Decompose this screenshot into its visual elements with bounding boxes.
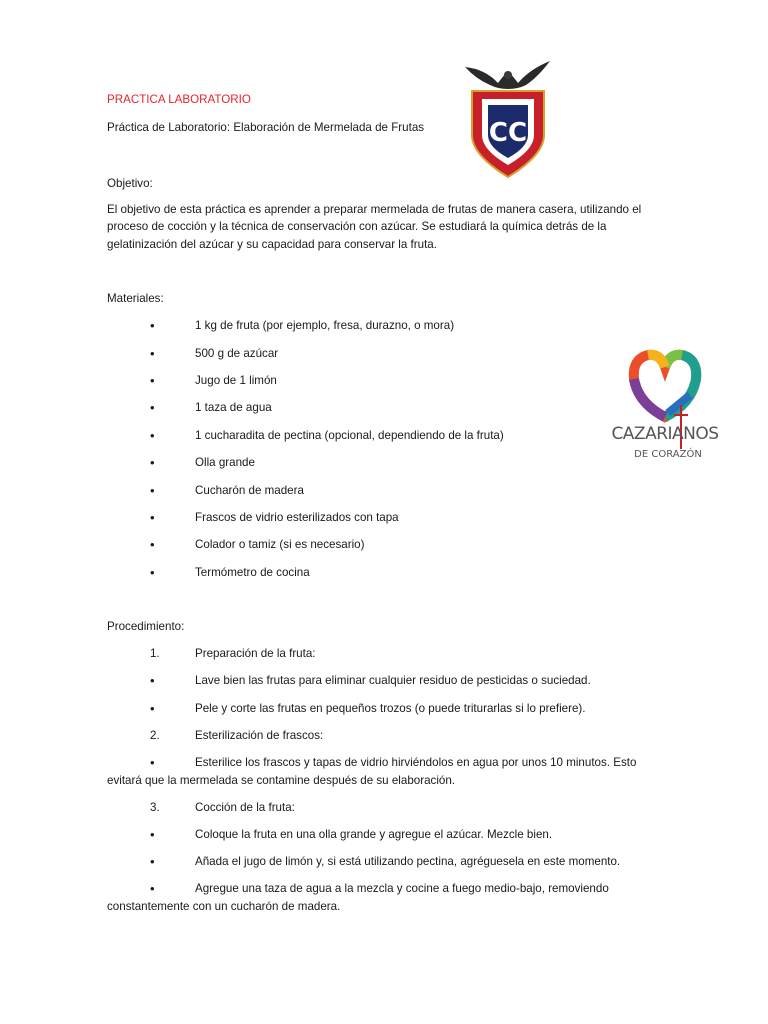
step-number: 1.: [150, 647, 160, 660]
bullet: •: [150, 565, 155, 580]
material-item: Frascos de vidrio esterilizados con tapa: [195, 511, 399, 524]
material-item: 1 cucharadita de pectina (opcional, dependiendo de la fruta): [195, 429, 504, 442]
material-item: 500 g de azúcar: [195, 347, 279, 360]
bullet: •: [150, 455, 155, 470]
bullet: •: [150, 346, 155, 361]
bullet: •: [150, 673, 155, 688]
bullet: •: [150, 510, 155, 525]
step-number: 3.: [150, 801, 160, 814]
bullet: •: [150, 701, 155, 716]
step-item-line-1: Esterilice los frascos y tapas de vidrio hirviéndolos en agua por unos 10 minutos. Esto: [195, 756, 637, 769]
bullet: •: [150, 755, 155, 770]
bullet: •: [150, 400, 155, 415]
material-item: Olla grande: [195, 456, 255, 469]
materials-heading: Materiales:: [107, 292, 164, 305]
crest-letters: CC: [488, 118, 528, 148]
material-item: Colador o tamiz (si es necesario): [195, 538, 365, 551]
material-item: 1 taza de agua: [195, 401, 272, 414]
bullet: •: [150, 318, 155, 333]
cazarianos-logo: [608, 345, 723, 470]
material-item: Jugo de 1 limón: [195, 374, 277, 387]
step-item-line-2: evitará que la mermelada se contamine después de su elaboración.: [107, 774, 456, 787]
objective-line-2: proceso de cocción y la técnica de conservación con azúcar. Se estudiará la química detrás de la: [107, 220, 607, 233]
step-item: Pele y corte las frutas en pequeños trozos (o puede triturarlas si lo prefiere).: [195, 702, 586, 715]
step-title: Cocción de la fruta:: [195, 801, 295, 814]
bullet: •: [150, 537, 155, 552]
objective-line-1: El objetivo de esta práctica es aprender a preparar mermelada de frutas de manera casera, utilizando el: [107, 203, 642, 216]
document-title: Práctica de Laboratorio: Elaboración de Mermelada de Frutas: [107, 121, 425, 134]
bullet: •: [150, 827, 155, 842]
step-title: Preparación de la fruta:: [195, 647, 316, 660]
bullet: •: [150, 373, 155, 388]
material-item: Termómetro de cocina: [195, 566, 310, 579]
cazarianos-subtitle: DE CORAZÓN: [634, 449, 702, 460]
cazarianos-wordmark: CAZARIANOS: [611, 424, 719, 444]
bullet: •: [150, 428, 155, 443]
step-item: Coloque la fruta en una olla grande y agregue el azúcar. Mezcle bien.: [195, 828, 553, 841]
procedure-heading: Procedimiento:: [107, 620, 185, 633]
step-item-line-1: Agregue una taza de agua a la mezcla y cocine a fuego medio-bajo, removiendo: [195, 882, 609, 895]
bullet: •: [150, 881, 155, 896]
material-item: Cucharón de madera: [195, 484, 304, 497]
document-label: PRACTICA LABORATORIO: [107, 93, 251, 106]
step-item-line-2: constantemente con un cucharón de madera.: [107, 900, 341, 913]
bullet: •: [150, 854, 155, 869]
objective-heading: Objetivo:: [107, 177, 153, 190]
step-number: 2.: [150, 729, 160, 742]
objective-line-3: gelatinización del azúcar y su capacidad para conservar la fruta.: [107, 238, 437, 251]
step-item: Añada el jugo de limón y, si está utilizando pectina, agréguesela en este momento.: [195, 855, 621, 868]
material-item: 1 kg de fruta (por ejemplo, fresa, durazno, o mora): [195, 319, 455, 332]
step-title: Esterilización de frascos:: [195, 729, 324, 742]
school-crest-logo: [460, 55, 555, 180]
bullet: •: [150, 483, 155, 498]
step-item: Lave bien las frutas para eliminar cualquier residuo de pesticidas o suciedad.: [195, 674, 591, 687]
